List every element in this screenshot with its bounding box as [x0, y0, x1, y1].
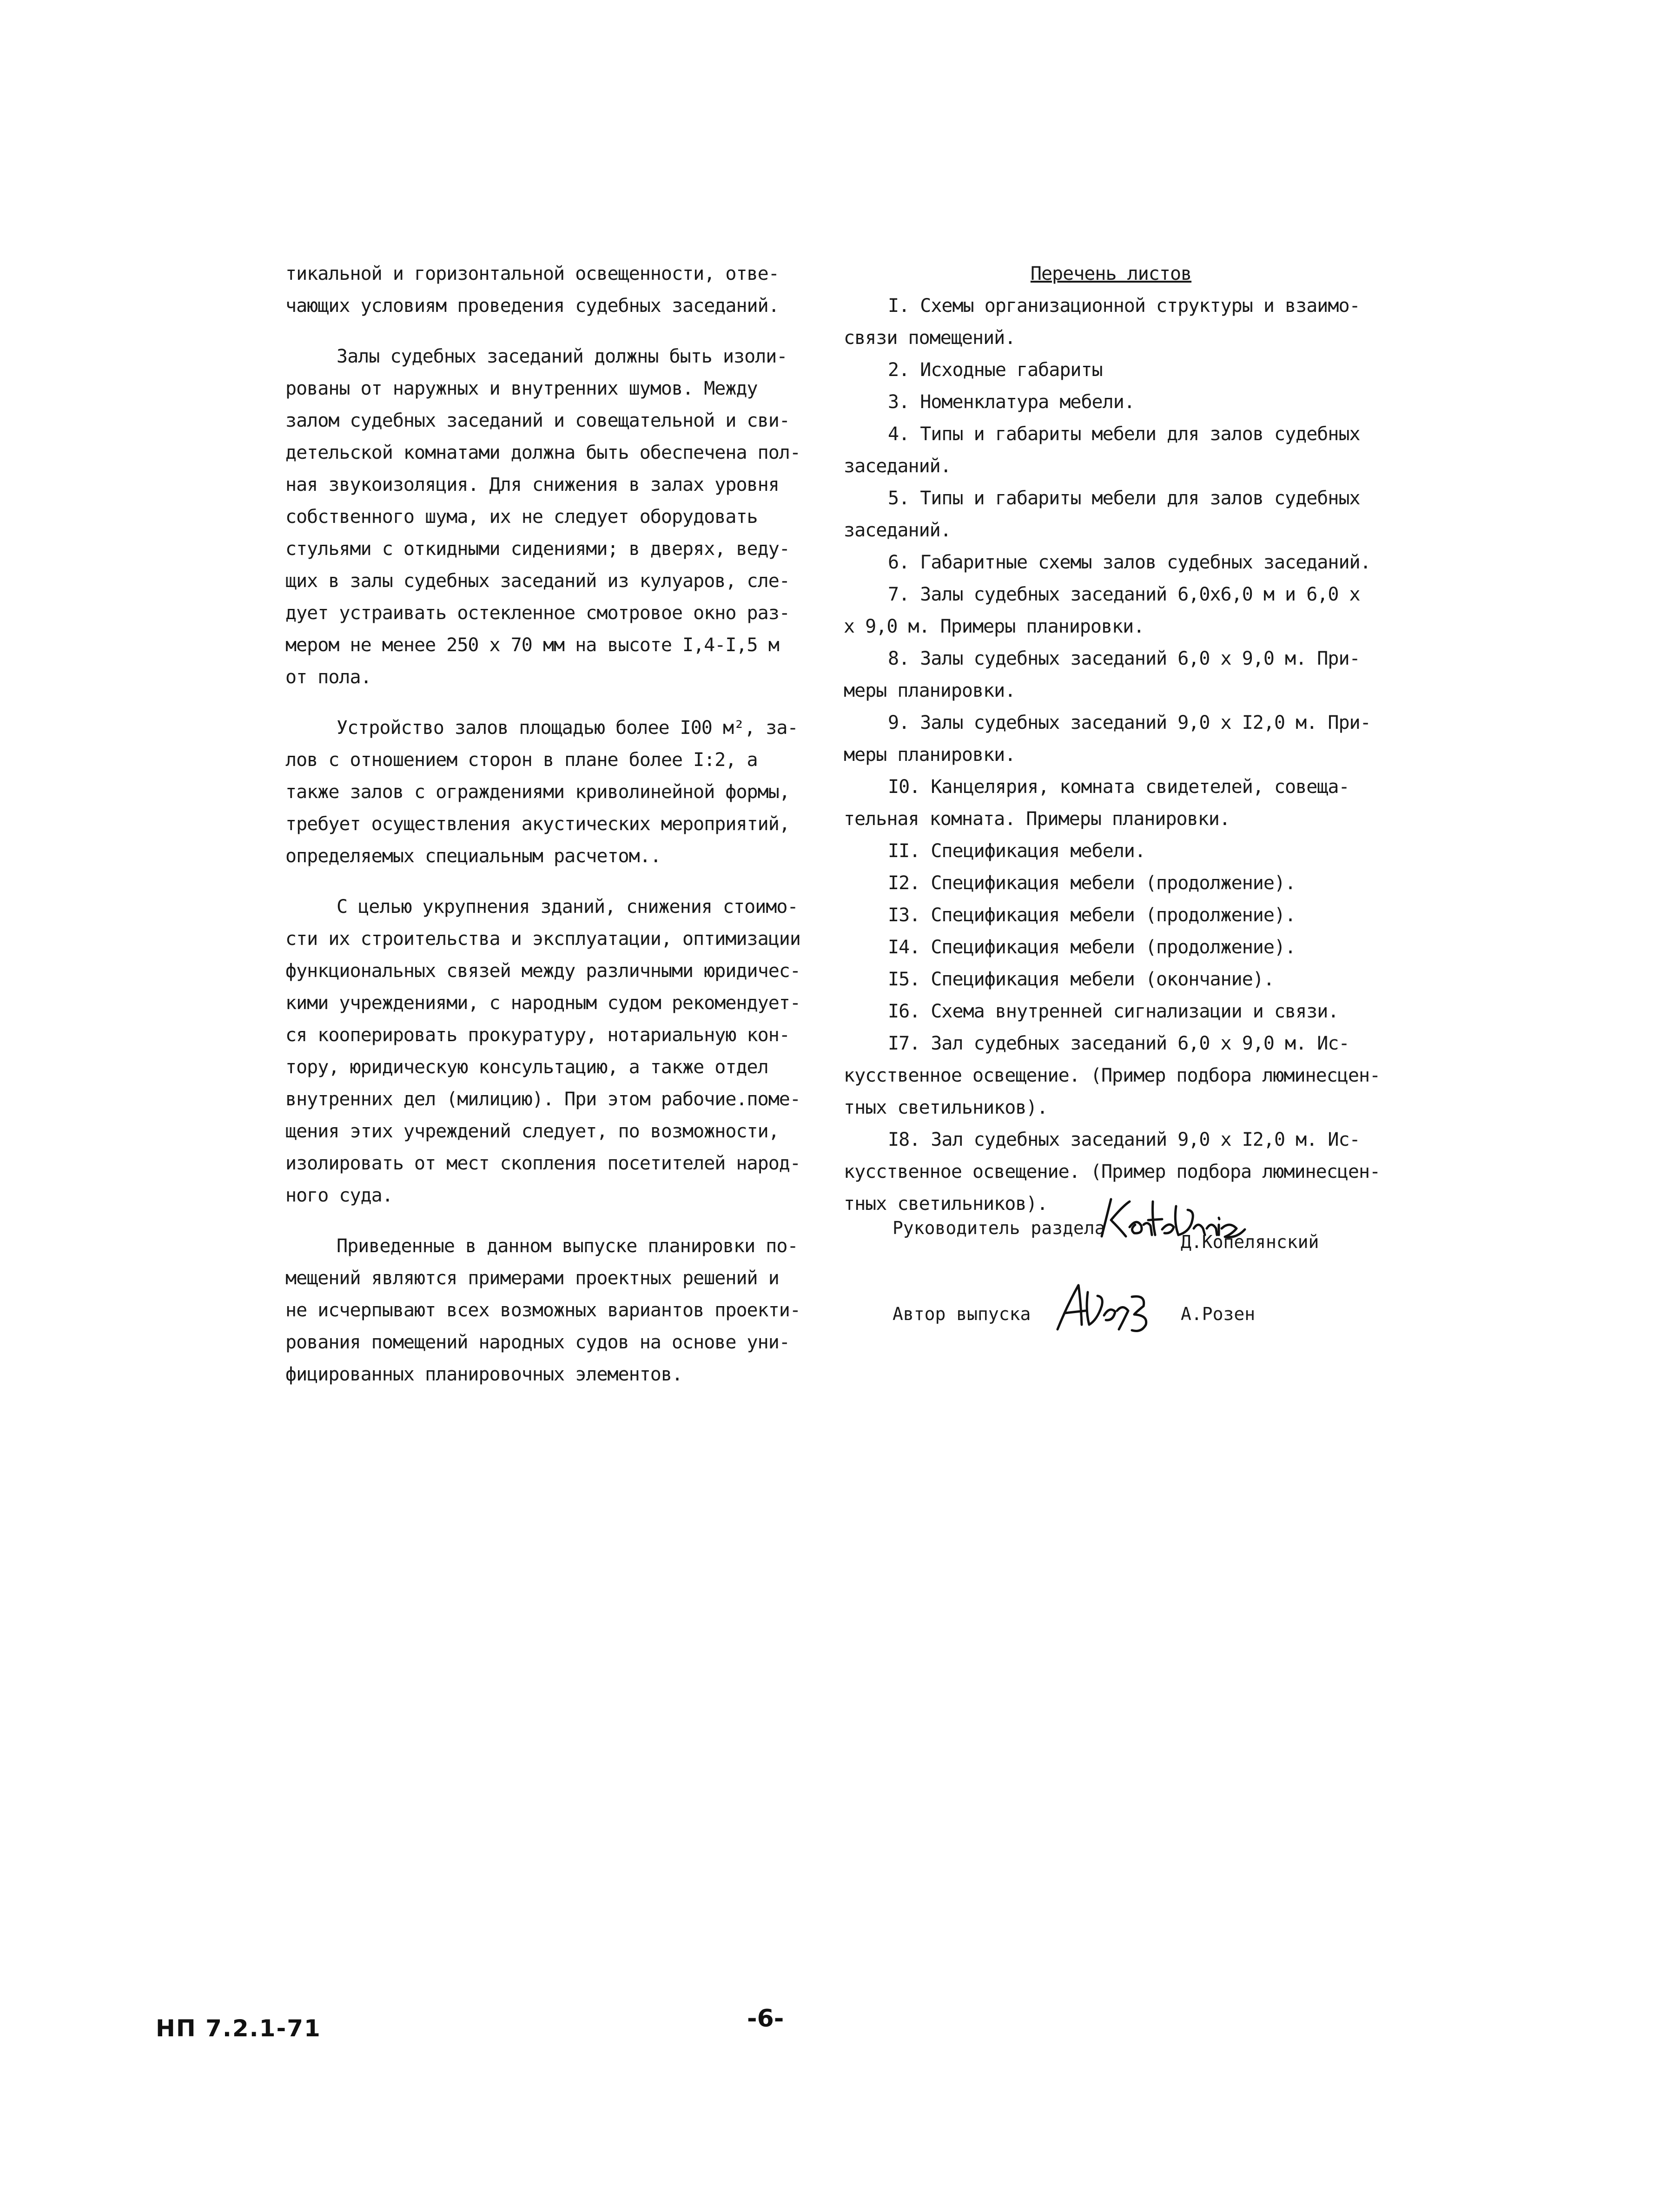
sheet-list-item — [844, 386, 1336, 418]
sheet-list-line: заседаний. — [844, 456, 951, 477]
author-label: Автор выпуска — [893, 1304, 1031, 1324]
sheet-list-line: заседаний. — [844, 520, 951, 541]
document-code: НП 7.2.1-71 — [156, 2015, 321, 2042]
text-line: ся кооперировать прокуратуру, нотариальную кон- — [285, 1024, 790, 1046]
text-paragraph — [285, 258, 779, 322]
text-line: изолировать от мест скопления посетителей народ- — [285, 1153, 800, 1174]
text-line: от пола. — [285, 667, 371, 688]
sheet-list-line: I5. Спецификация мебели (окончание). — [888, 969, 1274, 990]
sheet-list-item — [844, 418, 1360, 482]
text-line: ного суда. — [285, 1185, 393, 1206]
text-line: детельской комнатами должна быть обеспечена пол- — [285, 442, 800, 463]
sheet-list-line: меры планировки. — [844, 744, 1016, 766]
sheet-list-line: I2. Спецификация мебели (продолжение). — [888, 872, 1296, 894]
sheet-list-line: 3. Номенклатура мебели. — [888, 391, 1135, 413]
sheet-list-title: Перечень листов — [1030, 263, 1192, 284]
sheet-list — [844, 290, 1381, 1220]
text-line: кими учреждениями, с народным судом рекомендует- — [285, 992, 800, 1014]
sheet-list-item — [844, 835, 1336, 867]
text-line: щих в залы судебных заседаний из кулуаров, сле- — [285, 570, 790, 592]
text-line: не исчерпывают всех возможных вариантов проекти- — [285, 1300, 800, 1321]
section-head-label: Руководитель раздела — [893, 1218, 1105, 1238]
sheet-list-line: меры планировки. — [844, 680, 1016, 701]
sheet-list-item — [844, 931, 1336, 964]
sheet-list-line: тных светильников). — [844, 1097, 1048, 1118]
sheet-list-line: 6. Габаритные схемы залов судебных заседаний. — [888, 552, 1371, 573]
sheet-list-item — [844, 482, 1360, 547]
signature-block — [893, 1204, 1319, 1343]
text-line: собственного шума, их не следует оборудовать — [285, 506, 758, 528]
sheet-list-line: кусственное освещение. (Пример подбора люминесцен- — [844, 1161, 1381, 1182]
sheet-list-line: I4. Спецификация мебели (продолжение). — [888, 937, 1296, 958]
section-head-name: Д.Копелянский — [1181, 1232, 1319, 1252]
sheet-list-line: кусственное освещение. (Пример подбора люминесцен- — [844, 1065, 1381, 1086]
sheet-list-item — [844, 964, 1336, 996]
sheet-list-line: I3. Спецификация мебели (продолжение). — [888, 905, 1296, 926]
sheet-list-item — [844, 354, 1336, 386]
text-line: мещений являются примерами проектных решений и — [285, 1268, 779, 1289]
text-paragraph — [285, 712, 798, 872]
sheet-list-line: I6. Схема внутренней сигнализации и связи. — [888, 1001, 1339, 1022]
text-line: тору, юридическую консультацию, а также отдел — [285, 1056, 768, 1078]
sheet-list-item — [844, 899, 1336, 931]
text-line: функциональных связей между различными юридичес- — [285, 960, 800, 982]
text-line: залом судебных заседаний и совещательной и сви- — [285, 410, 790, 431]
sheet-list-item — [844, 996, 1339, 1028]
text-paragraph — [285, 341, 800, 693]
sheet-list-line: I. Схемы организационной структуры и взаимо- — [888, 295, 1360, 317]
text-paragraph — [285, 891, 800, 1212]
author-name: А.Розен — [1181, 1304, 1256, 1324]
text-line: тикальной и горизонтальной освещенности, отве- — [285, 263, 779, 284]
sheet-list-item — [844, 867, 1336, 899]
text-line: стульями с откидными сидениями; в дверях, веду- — [285, 538, 790, 560]
sheet-list-line: II. Спецификация мебели. — [888, 840, 1145, 862]
sheet-list-line: I0. Канцелярия, комната свидетелей, совеща- — [888, 776, 1349, 798]
sheet-list-column — [844, 258, 1381, 1220]
sheet-list-line: I7. Зал судебных заседаний 6,0 х 9,0 м. Ис- — [888, 1033, 1349, 1054]
text-line: также залов с ограждениями криволинейной формы, — [285, 781, 790, 803]
text-line: лов с отношением сторон в плане более I:2, а — [285, 749, 758, 771]
text-line: мером не менее 250 х 70 мм на высоте I,4-I,5 м — [285, 634, 779, 656]
text-line: Залы судебных заседаний должны быть изоли- — [337, 346, 787, 367]
sheet-list-item — [844, 1028, 1381, 1124]
sheet-list-line: 2. Исходные габариты — [888, 359, 1103, 381]
sheet-list-line: тных светильников). — [844, 1193, 1048, 1215]
sheet-list-line: х 9,0 м. Примеры планировки. — [844, 616, 1144, 637]
text-line: Приведенные в данном выпуске планировки по- — [337, 1235, 798, 1257]
sheet-list-line: 8. Залы судебных заседаний 6,0 х 9,0 м. При- — [888, 648, 1360, 669]
author-signature — [1053, 1278, 1155, 1336]
text-line: щения этих учреждений следует, по возможности, — [285, 1121, 779, 1142]
text-line: чающих условиям проведения судебных заседаний. — [285, 295, 779, 317]
sheet-list-item — [844, 771, 1349, 835]
text-line: требует осуществления акустических мероприятий, — [285, 813, 790, 835]
text-line: фицированных планировочных элементов. — [285, 1364, 683, 1385]
sheet-list-item — [844, 290, 1360, 354]
text-line: ная звукоизоляция. Для снижения в залах уровня — [285, 474, 779, 495]
sheet-list-item — [844, 707, 1371, 771]
page-number: -6- — [747, 2005, 784, 2033]
sheet-list-line: 4. Типы и габариты мебели для залов судебных — [888, 423, 1360, 445]
sheet-list-line: тельная комната. Примеры планировки. — [844, 808, 1230, 830]
text-line: внутренних дел (милицию). При этом рабочие.поме- — [285, 1089, 800, 1110]
text-line: определяемых специальным расчетом.. — [285, 845, 661, 867]
sheet-list-item — [844, 547, 1371, 579]
sheet-list-line: 9. Залы судебных заседаний 9,0 х I2,0 м. При- — [888, 712, 1371, 733]
text-line: С целью укрупнения зданий, снижения стоимо- — [337, 896, 798, 918]
sheet-list-item — [844, 579, 1360, 643]
sheet-list-line: связи помещений. — [844, 327, 1016, 349]
text-line: сти их строительства и эксплуатации, оптимизации — [285, 928, 800, 950]
sheet-list-line: I8. Зал судебных заседаний 9,0 х I2,0 м. Ис- — [888, 1129, 1360, 1150]
left-text-column — [285, 258, 800, 1409]
sheet-list-line: 5. Типы и габариты мебели для залов судебных — [888, 488, 1360, 509]
text-line: дует устраивать остекленное смотровое окно раз- — [285, 602, 790, 624]
sheet-list-line: 7. Залы судебных заседаний 6,0х6,0 м и 6,0 х — [888, 584, 1360, 605]
text-line: Устройство залов площадью более I00 м², за- — [337, 717, 798, 739]
text-paragraph — [285, 1230, 800, 1391]
text-line: рования помещений народных судов на основе уни- — [285, 1332, 790, 1353]
sheet-list-item — [844, 643, 1360, 707]
text-line: рованы от наружных и внутренних шумов. Между — [285, 378, 758, 399]
